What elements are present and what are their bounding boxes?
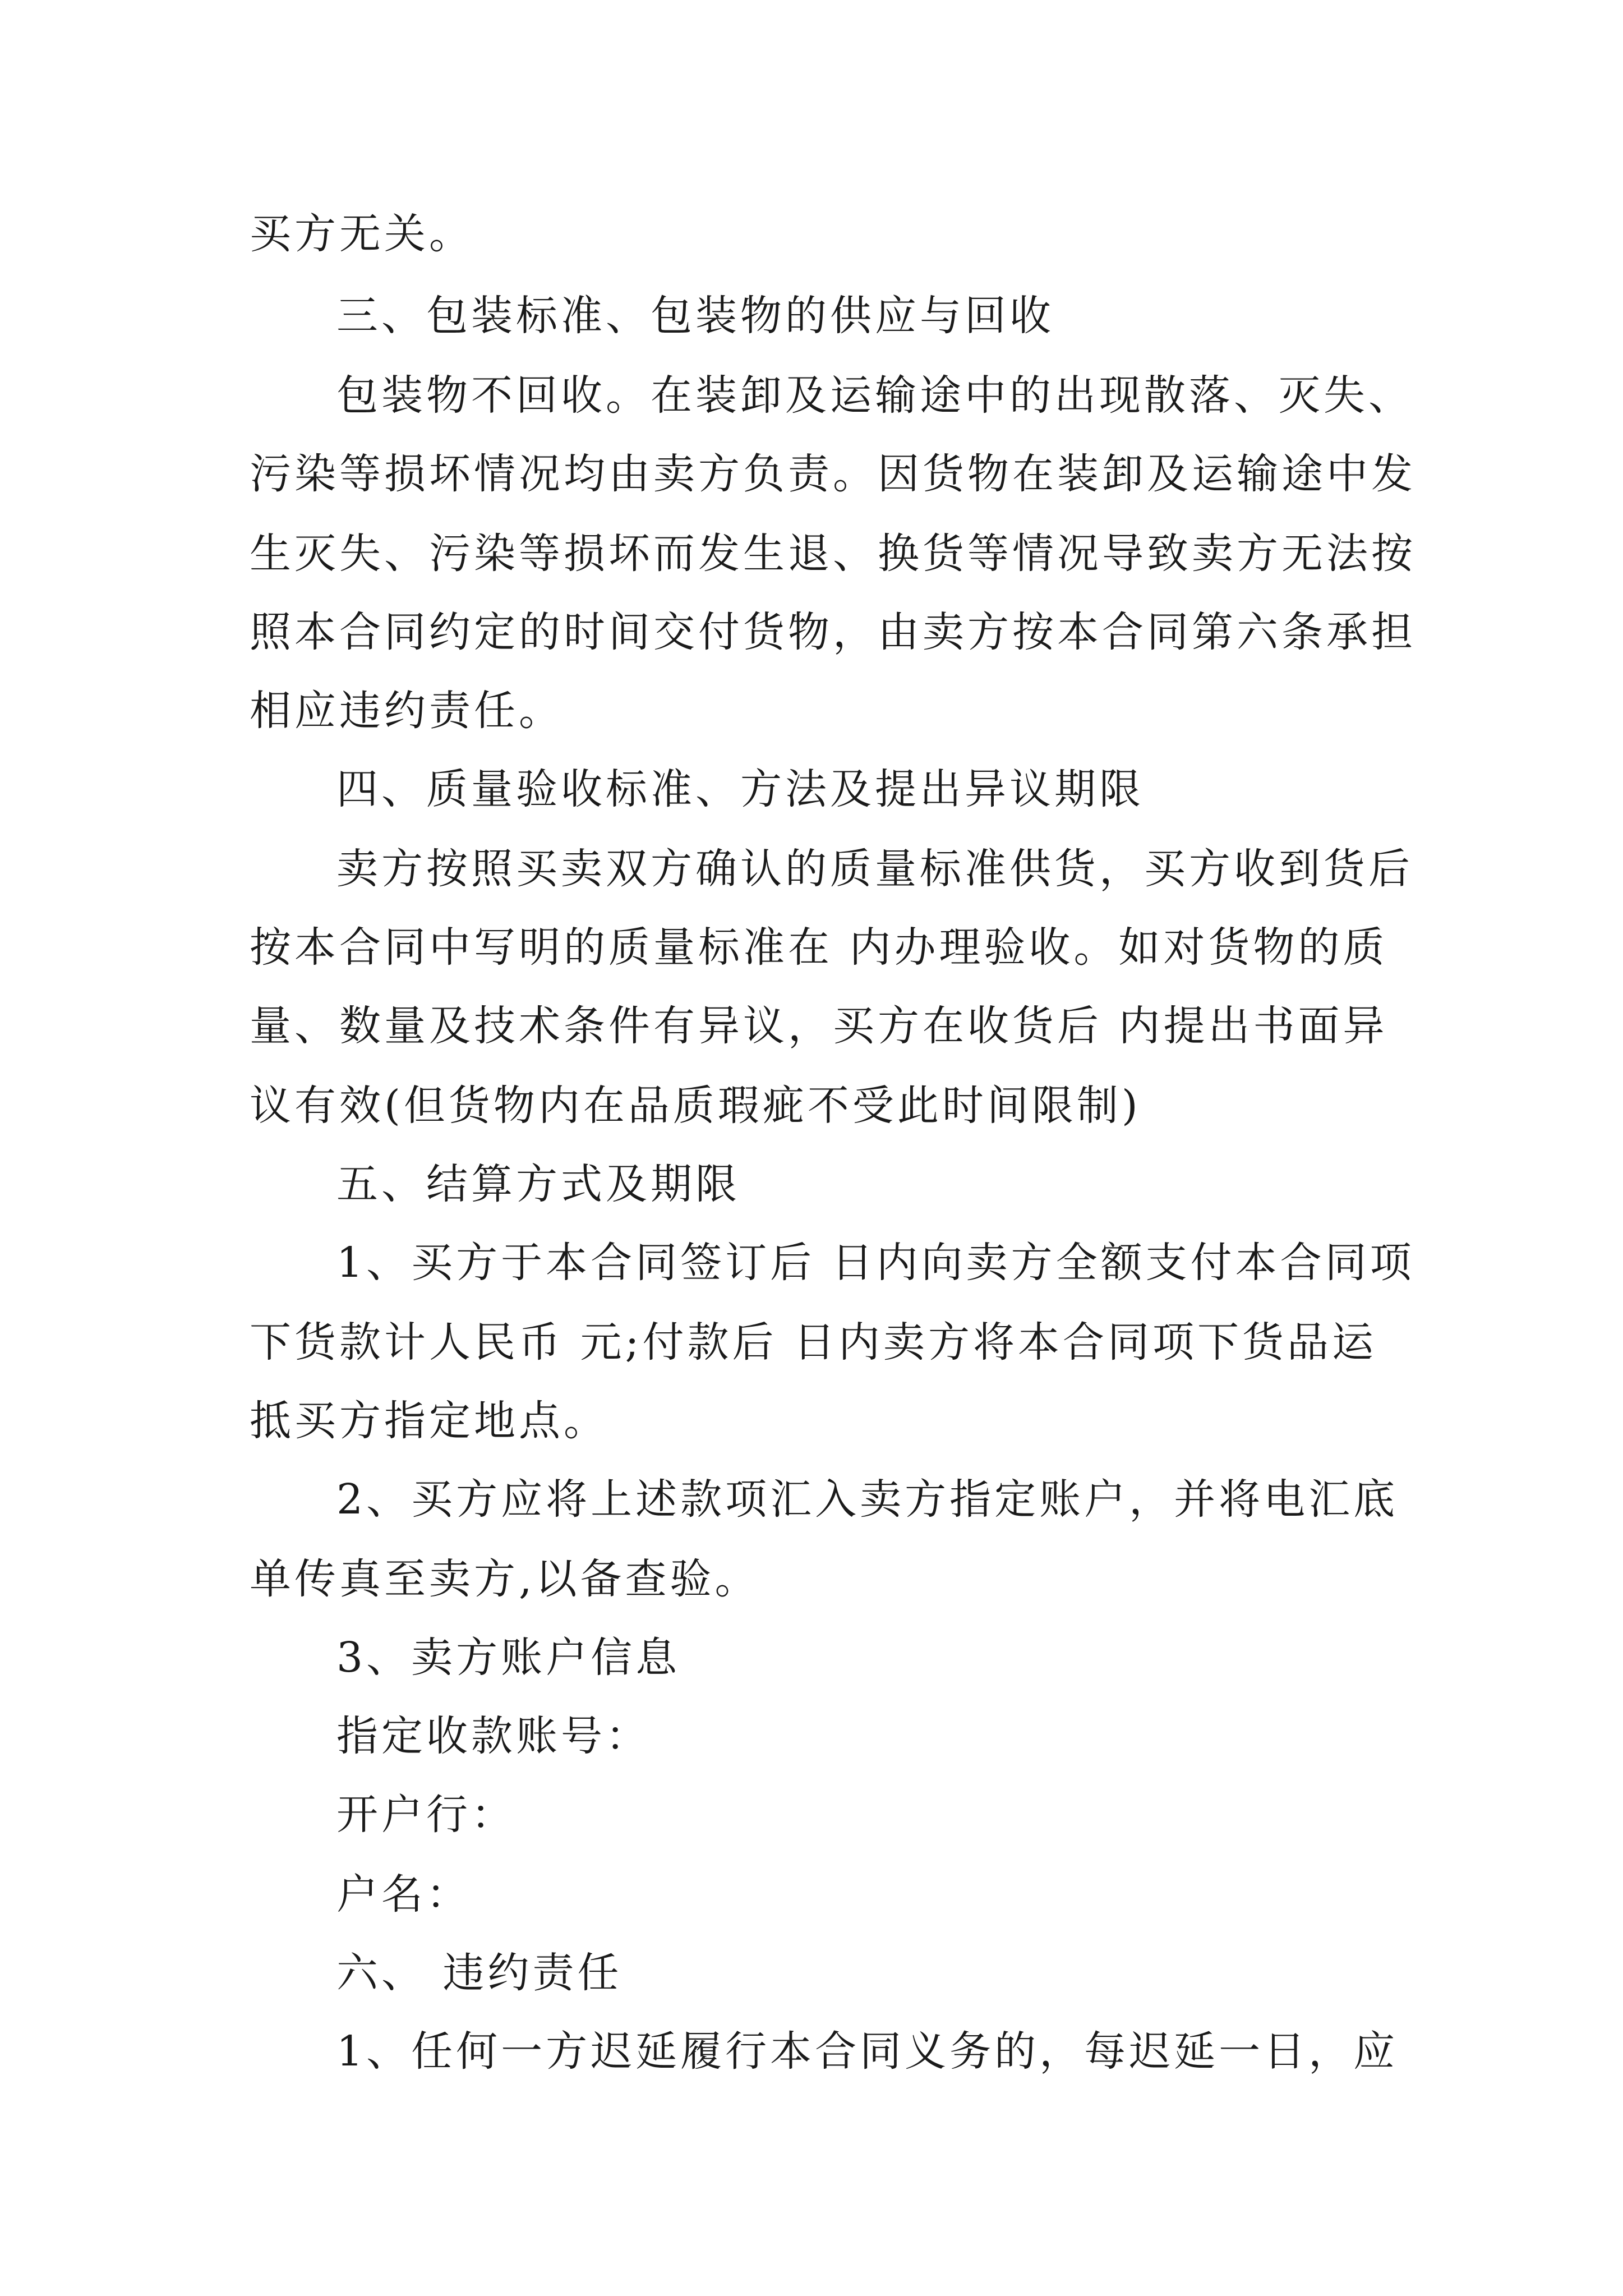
text-line: 相应违约责任。 [250, 687, 564, 735]
text-line: 1、任何一方迟延履行本合同义务的，每迟延一日，应 [336, 2027, 1399, 2076]
bank-label: 开户行： [336, 1791, 516, 1839]
account-number-label: 指定收款账号： [336, 1712, 651, 1760]
text-line: 包装物不回收。在装卸及运输途中的出现散落、灭失、 [336, 371, 1413, 420]
text-line: 卖方按照买卖双方确认的质量标准供货，买方收到货后 [336, 845, 1413, 893]
section-heading: 六、 违约责任 [336, 1949, 623, 1997]
text-line: 按本合同中写明的质量标准在 内办理验收。如对货物的质 [250, 923, 1388, 972]
account-name-label: 户名： [336, 1870, 471, 1918]
section-heading: 四、质量验收标准、方法及提出异议期限 [336, 765, 1144, 813]
text-line: 2、买方应将上述款项汇入卖方指定账户，并将电汇底 [336, 1475, 1399, 1524]
text-line: 单传真至卖方,以备查验。 [250, 1555, 760, 1603]
text-line: 生灭失、污染等损坏而发生退、换货等情况导致卖方无法按 [250, 530, 1416, 578]
text-line: 污染等损坏情况均由卖方负责。因货物在装卸及运输途中发 [250, 450, 1416, 498]
text-line: 照本合同约定的时间交付货物，由卖方按本合同第六条承担 [250, 608, 1416, 656]
text-line: 抵买方指定地点。 [250, 1397, 608, 1445]
section-heading: 五、结算方式及期限 [336, 1160, 740, 1208]
text-line: 买方无关。 [250, 210, 474, 258]
section-heading: 三、包装标准、包装物的供应与回收 [336, 292, 1054, 340]
text-line: 议有效(但货物内在品质瑕疵不受此时间限制) [250, 1082, 1141, 1130]
text-line: 量、数量及技术条件有异议，买方在收货后 内提出书面异 [250, 1002, 1388, 1050]
text-line: 1、买方于本合同签订后 日内向卖方全额支付本合同项 [336, 1239, 1415, 1287]
text-line: 3、卖方账户信息 [336, 1634, 681, 1682]
text-line: 下货款计人民币 元;付款后 日内卖方将本合同项下货品运 [250, 1318, 1377, 1366]
